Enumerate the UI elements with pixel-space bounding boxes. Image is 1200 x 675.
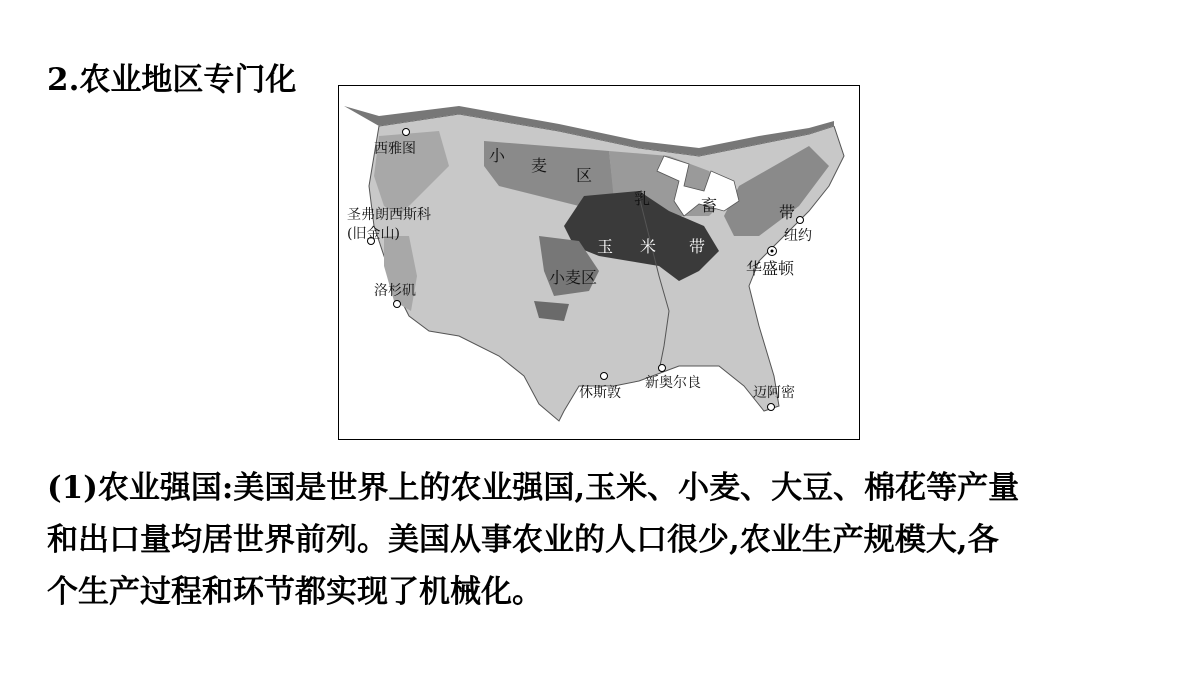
neworleans-label: 新奥尔良	[645, 375, 701, 391]
neworleans-marker	[659, 365, 666, 372]
map-svg	[339, 86, 860, 440]
section-title: 2.农业地区专门化	[47, 62, 297, 98]
washington-label: 华盛顿	[746, 259, 795, 278]
paragraph-line-3: 个生产过程和环节都实现了机械化。	[47, 574, 543, 610]
wheat-north-char-2: 麦	[531, 156, 548, 175]
wheat-south-label: 小麦区	[549, 268, 598, 287]
seattle-label: 西雅图	[374, 141, 416, 157]
corn-belt-char-2: 米	[640, 237, 657, 256]
seattle-marker	[403, 129, 410, 136]
paragraph-line-1: (1)农业强国:美国是世界上的农业强国,玉米、小麦、大豆、棉花等产量	[47, 470, 1020, 506]
corn-belt-char-1: 玉	[597, 237, 614, 256]
miami-label: 迈阿密	[753, 385, 795, 401]
wheat-patch	[534, 301, 569, 321]
miami-marker	[768, 404, 775, 411]
sanfrancisco-alt-label: (旧金山)	[347, 226, 400, 242]
dairy-belt-char-3: 带	[779, 203, 796, 222]
newyork-label: 纽约	[784, 228, 812, 244]
losangeles-label: 洛杉矶	[374, 283, 416, 299]
washington-marker-dot	[771, 250, 774, 253]
houston-marker	[601, 373, 608, 380]
houston-label: 休斯敦	[579, 385, 621, 401]
corn-belt-char-3: 带	[689, 237, 706, 256]
sanfrancisco-label: 圣弗朗西斯科	[347, 207, 431, 223]
wheat-north-char-1: 小	[489, 146, 506, 165]
losangeles-marker	[394, 301, 401, 308]
us-agriculture-map	[338, 85, 860, 440]
dairy-belt-char-1: 乳	[634, 189, 651, 208]
dairy-belt-char-2: 畜	[701, 196, 718, 215]
newyork-marker	[797, 217, 804, 224]
paragraph-line-2: 和出口量均居世界前列。美国从事农业的人口很少,农业生产规模大,各	[47, 522, 999, 558]
wheat-north-char-3: 区	[576, 166, 593, 185]
description-paragraph	[47, 462, 1157, 618]
